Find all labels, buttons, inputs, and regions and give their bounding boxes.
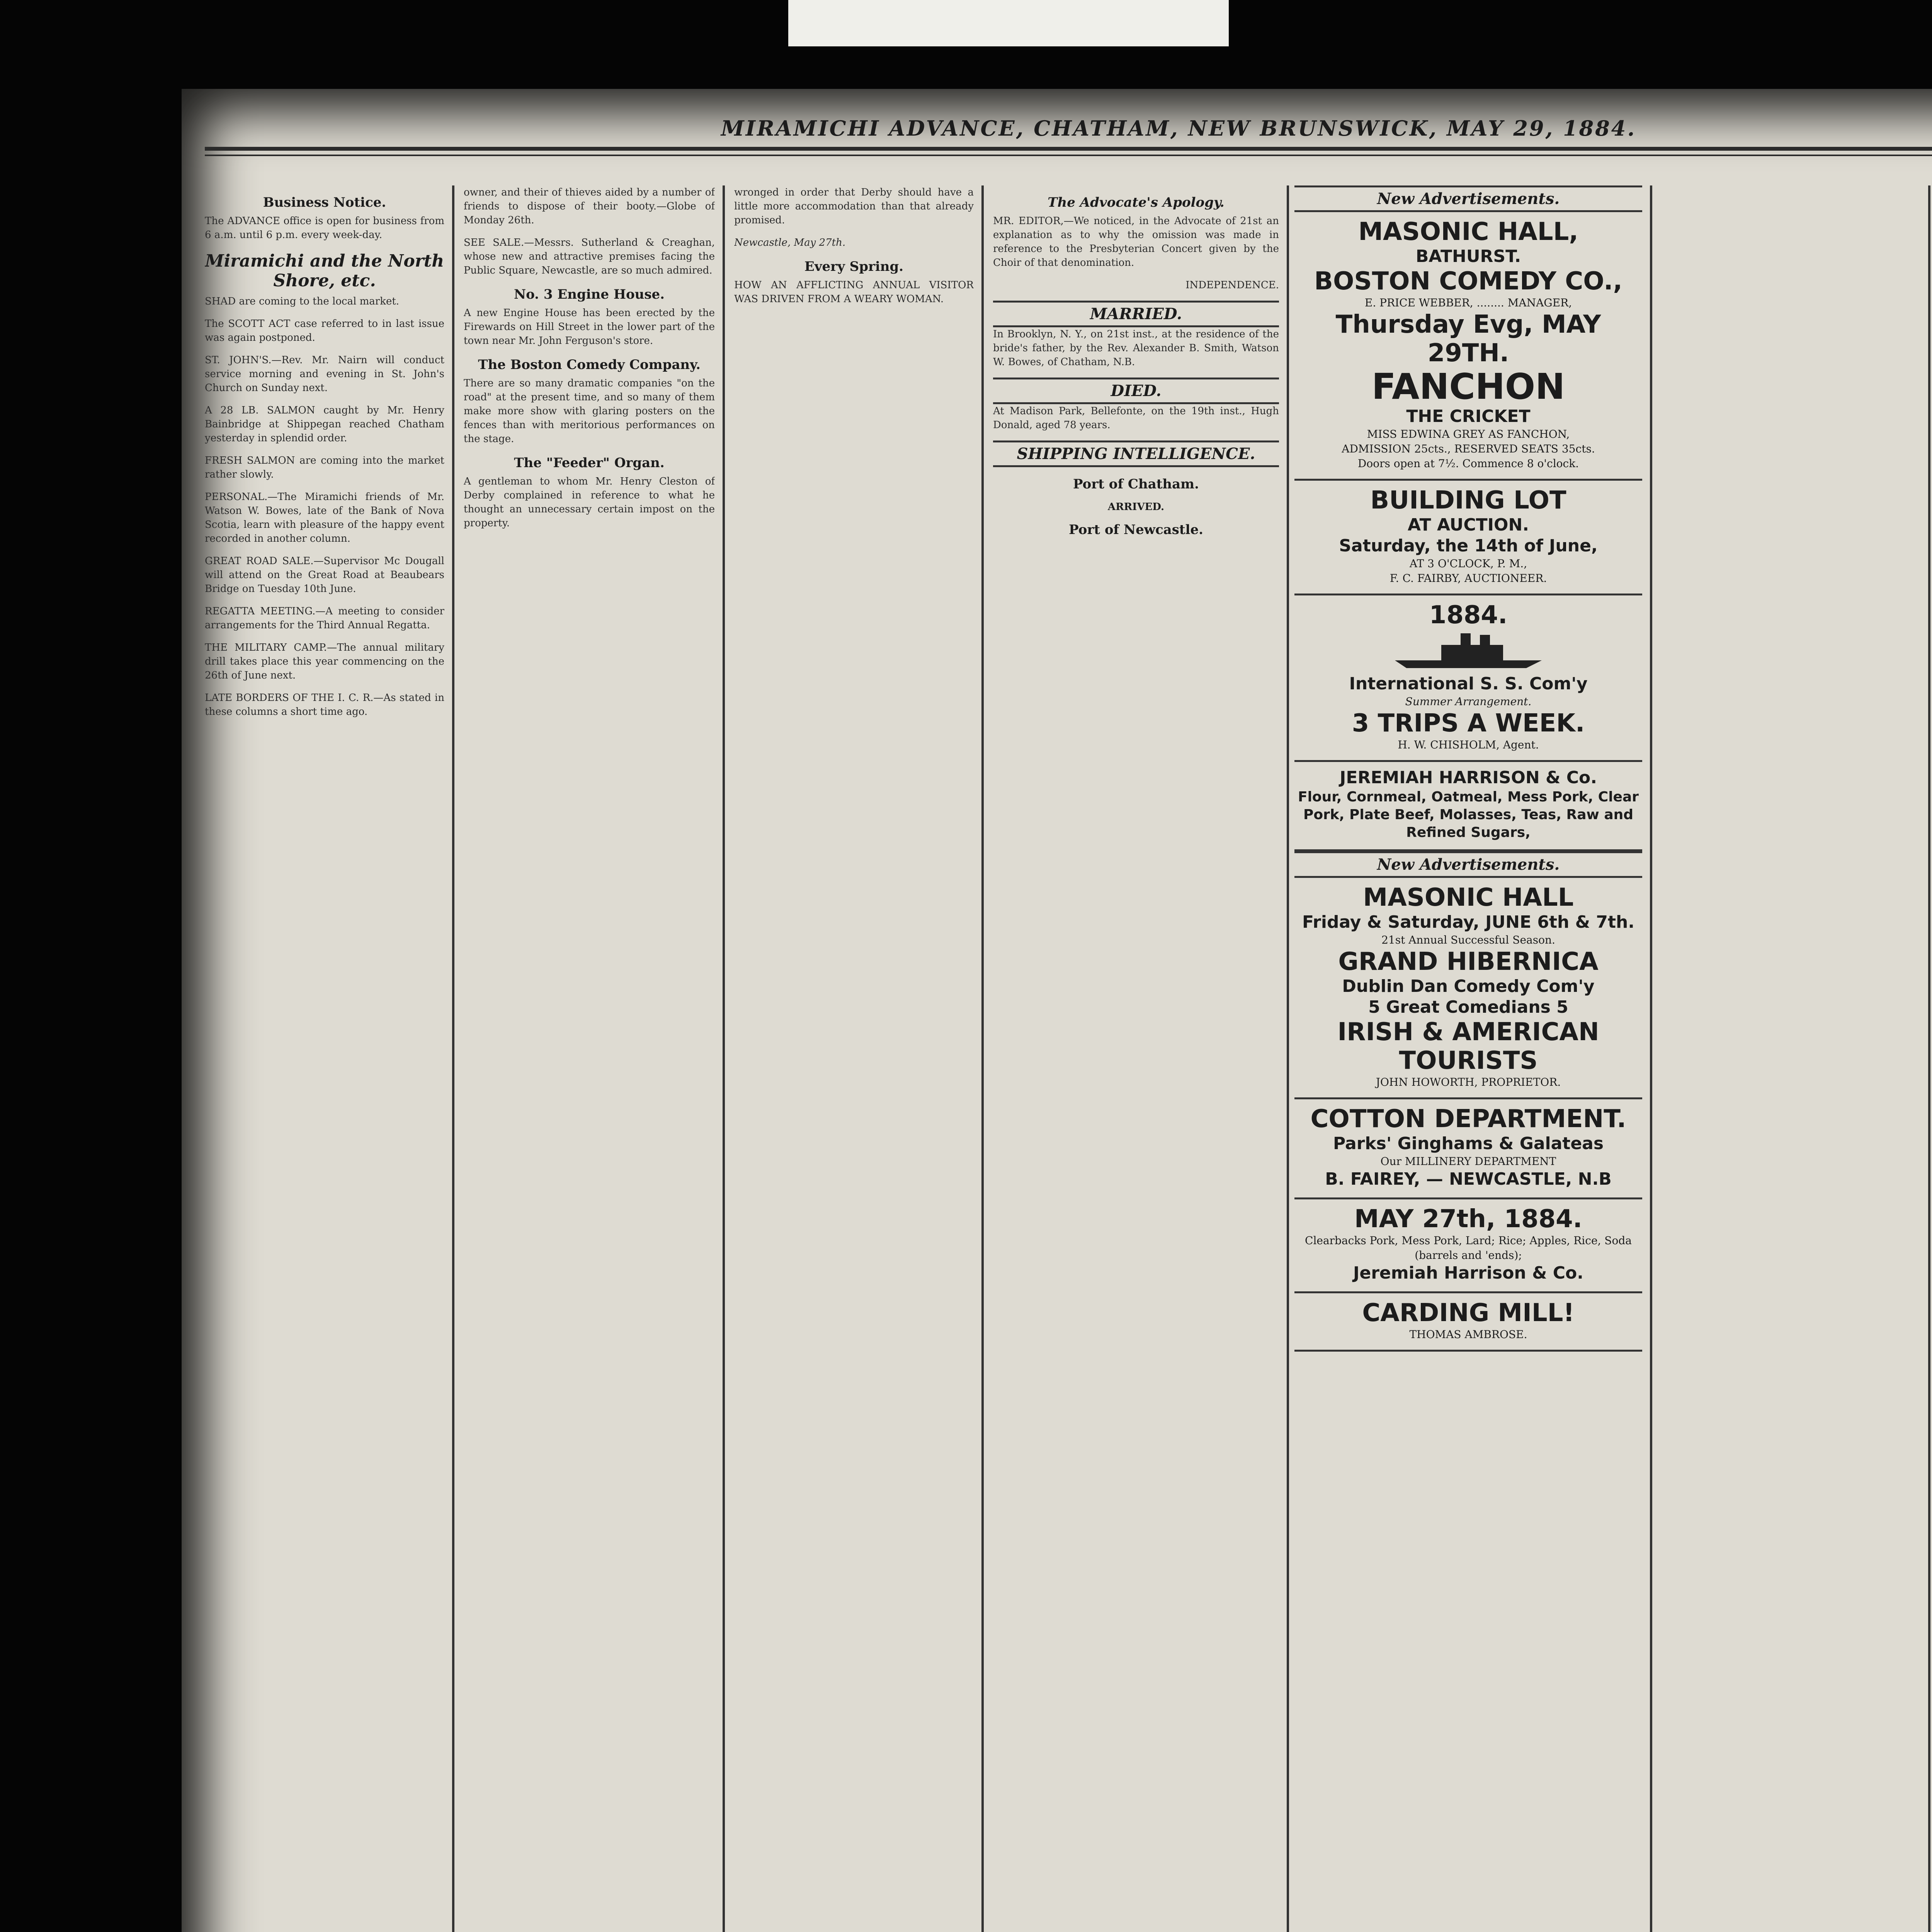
ad-place: BATHURST. [1415,247,1521,266]
ad-sub: AT AUCTION. [1407,515,1529,535]
ad-trips: 3 TRIPS A WEEK. [1352,709,1585,738]
article-paragraph: A 28 LB. SALMON caught by Mr. Henry Bainbridge at Shippegan reached Chatham yesterday in splendid order. [205,405,444,444]
notice-text: The ADVANCE office is open for business from 6 a.m. until 6 p.m. every week-day. [205,215,444,241]
new-ads-heading: New Advertisements. [1294,185,1642,212]
died-heading: DIED. [993,378,1279,404]
article-heading: The Boston Comedy Company. [478,357,701,372]
column-3 [734,185,974,1932]
port-heading: Port of Chatham. [1073,476,1199,492]
article-paragraph: PERSONAL.—The Miramichi friends of Mr. Watson W. Bowes, late of the Bank of Nova Scotia, learn with pleasure of the happy event recorded in another column. [205,491,444,544]
film-tab [788,0,1229,46]
ad-title: COTTON DEPARTMENT. [1310,1105,1626,1133]
article-paragraph: ST. JOHN'S.—Rev. Mr. Nairn will conduct service morning and evening in St. John's Church on Sunday next. [205,354,444,394]
article-heading: No. 3 Engine House. [514,287,665,302]
article-heading: The Advocate's Apology. [1048,195,1225,210]
ad-prop: JOHN HOWORTH, PROPRIETOR. [1376,1076,1561,1088]
column-rule [1928,185,1930,1932]
ad-year: 1884. [1429,601,1508,629]
column-rule [1287,185,1289,1932]
ad-goods: Clearbacks Pork, Mess Pork, Lard; Rice; Apples, Rice, Soda (barrels and 'ends); [1305,1234,1632,1262]
ad-title: MASONIC HALL, [1358,218,1578,246]
ad-managers: E. PRICE WEBBER, ........ MANAGER, [1364,296,1572,309]
article-paragraph: THE MILITARY CAMP.—The annual military drill takes place this year commencing on the 26th of June next. [205,642,444,681]
married-heading: MARRIED. [993,301,1279,327]
article-paragraph: A new Engine House has been erected by the Firewards on Hill Street in the lower part of the town near Mr. John Ferguson's store. [464,307,715,347]
ad-by: Jeremiah Harrison & Co. [1353,1263,1583,1283]
column-rule [1650,185,1652,1932]
article-heading: The "Feeder" Organ. [514,455,665,471]
ad-name: B. FAIREY, — NEWCASTLE, N.B [1325,1169,1612,1189]
column-1 [205,185,444,1932]
ad-show: GRAND HIBERNICA [1338,947,1599,976]
notice-text: At Madison Park, Bellefonte, on the 19th inst., Hugh Donald, aged 78 years. [993,405,1279,431]
ad-title: JEREMIAH HARRISON & Co. [1340,768,1597,787]
ad-star: MISS EDWINA GREY AS FANCHON, [1367,428,1570,440]
article-paragraph: There are so many dramatic companies "on the road" at the present time, and so many of them make more show with glaring posters on the fences than with meritorious performances on the stage. [464,378,715,445]
port-heading: Port of Newcastle. [1069,522,1203,537]
ad-sub: Parks' Ginghams & Galateas [1333,1134,1604,1153]
article-paragraph: owner, and their of thieves aided by a number of friends to dispose of their booty.—Globe of Monday 26th. [464,187,715,226]
column-6-placeholder [1298,185,1642,1932]
ad-dates: Friday & Saturday, JUNE 6th & 7th. [1302,912,1635,932]
ad-by: THOMAS AMBROSE. [1409,1328,1527,1341]
article-paragraph: A gentleman to whom Mr. Henry Cleston of Derby complained in reference to what he thought an unnecessary certain impost on the property. [464,476,715,529]
article-paragraph: LATE BORDERS OF THE I. C. R.—As stated in these columns a short time ago. [205,692,444,718]
masthead-rule-thin [205,155,1932,156]
ad-company: BOSTON COMEDY CO., [1314,267,1622,296]
ad-sub: THE CRICKET [1406,406,1531,426]
column-2 [464,185,715,1932]
column-rule [981,185,984,1932]
arrived-heading: ARRIVED. [1107,501,1165,513]
ad-date: Saturday, the 14th of June, [1339,536,1598,556]
ad-date: MAY 27th, 1884. [1354,1205,1582,1233]
masthead-rule [205,147,1932,151]
ad-admission: ADMISSION 25cts., RESERVED SEATS 35cts. [1342,442,1595,455]
dateline: Newcastle, May 27th. [734,237,846,248]
ad-title: MASONIC HALL [1363,883,1574,912]
ad-title: CARDING MILL! [1362,1299,1575,1327]
ad-title: BUILDING LOT [1370,486,1566,515]
ad-comedians: 5 Great Comedians 5 [1368,997,1568,1017]
ad-agent: F. C. FAIRBY, AUCTIONEER. [1389,572,1547,585]
ad-tourists: IRISH & AMERICAN TOURISTS [1337,1018,1599,1075]
notice-text: In Brooklyn, N. Y., on 21st inst., at the residence of the bride's father, by the Rev. Alexander B. Smith, Watson W. Bowes, of Chatham, N.B. [993,328,1279,368]
article-paragraph: SEE SALE.—Messrs. Sutherland & Creaghan, whose new and attractive premises facing the Public Square, Newcastle, are so much admired. [464,237,715,276]
ad-date: Thursday Evg, MAY 29TH. [1335,310,1601,367]
newspaper-page [182,89,1932,1932]
ad-play: FANCHON [1371,366,1565,407]
column-rule [723,185,725,1932]
article-heading: Every Spring. [804,259,904,274]
ad-season: 21st Annual Successful Season. [1381,934,1555,946]
article-paragraph: wronged in order that Derby should have a little more accommodation than that already promised. [734,187,974,226]
ad-doors: Doors open at 7½. Commence 8 o'clock. [1357,457,1579,470]
ad-millinery: Our MILLINERY DEPARTMENT [1380,1155,1556,1168]
column-rule [452,185,454,1932]
article-paragraph: GREAT ROAD SALE.—Supervisor Mc Dougall will attend on the Great Road at Beaubears Bridge on Tuesday 10th June. [205,555,444,595]
article-paragraph: FRESH SALMON are coming into the market rather slowly. [205,455,444,480]
shipping-heading: SHIPPING INTELLIGENCE. [993,440,1279,467]
ad-company: Dublin Dan Comedy Com'y [1342,976,1595,996]
article-paragraph: The SCOTT ACT case referred to in last issue was again postponed. [205,318,444,344]
article-paragraph: REGATTA MEETING.—A meeting to consider arrangements for the Third Annual Regatta. [205,605,444,631]
column-4 [993,185,1279,1932]
ad-agent: H. W. CHISHOLM, Agent. [1398,738,1539,751]
ad-sub: Summer Arrangement. [1405,695,1532,708]
section-heading: Miramichi and the North Shore, etc. [205,251,444,291]
page-masthead: MIRAMICHI ADVANCE, CHATHAM, NEW BRUNSWICK, MAY 29, 1884. [721,116,1636,141]
article-paragraph: MR. EDITOR,—We noticed, in the Advocate of 21st an explanation as to why the omission was made in reference to the Presbyterian Concert given by the Choir of that denomination. [993,215,1279,269]
ad-company: International S. S. Com'y [1349,674,1588,694]
article-subheading: HOW AN AFFLICTING ANNUAL VISITOR WAS DRIVEN FROM A WEARY WOMAN. [734,279,974,305]
new-ads-heading: New Advertisements. [1294,851,1642,878]
ad-goods: Flour, Cornmeal, Oatmeal, Mess Pork, Clear Pork, Plate Beef, Molasses, Teas, Raw and Refined Sugars, [1298,789,1639,840]
article-paragraph: SHAD are coming to the local market. [205,296,400,307]
ad-time: AT 3 O'CLOCK, P. M., [1409,557,1527,570]
signature: INDEPENDENCE. [1185,279,1279,291]
notice-heading: Business Notice. [263,195,386,210]
